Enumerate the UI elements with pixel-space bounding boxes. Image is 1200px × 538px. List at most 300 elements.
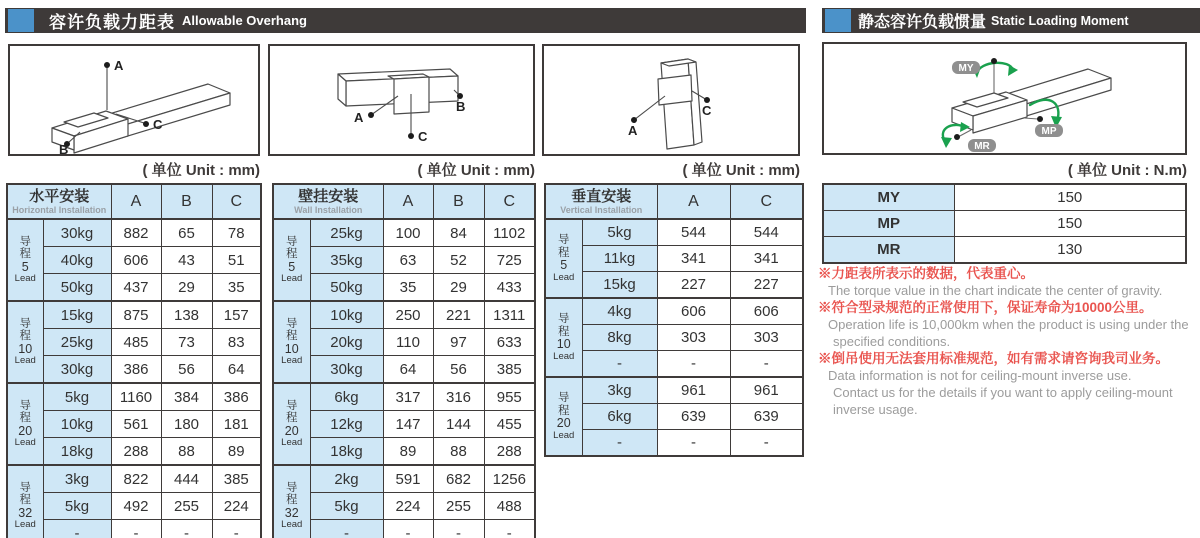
- value-cell: 386: [111, 356, 161, 384]
- lead-number: 5: [288, 259, 296, 274]
- horizontal-installation-diagram: [10, 46, 258, 154]
- value-cell: 89: [383, 438, 433, 466]
- mr-arrowhead: [941, 137, 952, 148]
- value-cell: 682: [433, 465, 484, 493]
- value-cell: 64: [383, 356, 433, 384]
- lead-number: 20: [556, 416, 571, 431]
- column-header-c: C: [484, 184, 535, 219]
- load-weight-cell: 8kg: [582, 325, 657, 351]
- value-cell: 138: [161, 301, 212, 329]
- table-row: [7, 219, 261, 247]
- table-row: [7, 356, 261, 384]
- lead-group-cell-10: [545, 298, 582, 377]
- moment-table-row: [823, 237, 1186, 264]
- lead-group-cell-32: [273, 465, 310, 538]
- unit-label-nm: ( 单位 Unit : N.m): [1067, 162, 1187, 179]
- my-rotation-arrow: [977, 63, 1013, 73]
- header-accent-square: [8, 9, 34, 32]
- value-cell: 1256: [484, 465, 535, 493]
- table-row: [273, 465, 535, 493]
- moment-label-cell: MP: [823, 211, 954, 237]
- table-row: [273, 438, 535, 466]
- mp-axis-line: [1024, 118, 1038, 119]
- value-cell: 444: [161, 465, 212, 493]
- value-cell: 1160: [111, 383, 161, 411]
- vertical-installation-diagram: [544, 46, 798, 154]
- value-cell: 455: [484, 411, 535, 438]
- mp-label: MP: [1041, 126, 1057, 137]
- lead-word-char: 导: [19, 235, 31, 248]
- load-weight-cell: 50kg: [43, 274, 111, 302]
- load-weight-cell: 11kg: [582, 246, 657, 272]
- value-cell: -: [161, 520, 212, 538]
- value-cell: 961: [657, 377, 730, 404]
- note-en-line: Operation life is 10,000km when the product is using under the: [828, 317, 1189, 332]
- value-cell: 89: [212, 438, 261, 466]
- value-cell: 385: [484, 356, 535, 384]
- moment-label-cell: MR: [823, 237, 954, 264]
- horizontal-installation-table: [6, 183, 260, 538]
- load-weight-cell: 25kg: [43, 329, 111, 356]
- table-row: [545, 377, 803, 404]
- value-cell: 955: [484, 383, 535, 411]
- moment-value-cell: 130: [954, 237, 1186, 264]
- value-cell: 875: [111, 301, 161, 329]
- value-cell: 1102: [484, 219, 535, 247]
- lead-number: 5: [560, 258, 568, 273]
- value-cell: 221: [433, 301, 484, 329]
- vertical-installation-diagram-box: [542, 44, 800, 156]
- lead-word-char: 程: [558, 325, 570, 338]
- table-row: [273, 219, 535, 247]
- lead-group-cell-32: [7, 465, 43, 538]
- value-cell: 822: [111, 465, 161, 493]
- table-row: [7, 520, 261, 538]
- value-cell: 144: [433, 411, 484, 438]
- table-row: [545, 298, 803, 325]
- value-cell: 56: [161, 356, 212, 384]
- table-row: [273, 274, 535, 302]
- value-cell: 633: [484, 329, 535, 356]
- load-weight-cell: 15kg: [582, 272, 657, 299]
- lead-number: 20: [18, 423, 33, 438]
- value-cell: 88: [433, 438, 484, 466]
- load-weight-cell: 12kg: [310, 411, 383, 438]
- value-cell: 492: [111, 493, 161, 520]
- value-cell: 51: [212, 247, 261, 274]
- lead-group-cell-5: [7, 219, 43, 301]
- value-cell: 52: [433, 247, 484, 274]
- table-row: [7, 411, 261, 438]
- point-a-label: A: [628, 123, 638, 138]
- load-weight-cell: 5kg: [310, 493, 383, 520]
- value-cell: 639: [730, 404, 803, 430]
- load-weight-cell: 3kg: [43, 465, 111, 493]
- load-weight-cell: -: [582, 351, 657, 378]
- my-label: MY: [958, 63, 974, 74]
- load-weight-cell: 30kg: [43, 356, 111, 384]
- value-cell: 224: [212, 493, 261, 520]
- lead-suffix: Lead: [14, 519, 36, 531]
- value-cell: 83: [212, 329, 261, 356]
- column-header-b: B: [161, 184, 212, 219]
- lead-suffix: Lead: [281, 273, 303, 285]
- value-cell: 227: [657, 272, 730, 299]
- value-cell: -: [657, 430, 730, 457]
- value-cell: 1311: [484, 301, 535, 329]
- table-row: [545, 246, 803, 272]
- value-cell: 78: [212, 219, 261, 247]
- note-en-line: Data information is not for ceiling-mount inverse use.: [828, 368, 1132, 383]
- table-row: [273, 520, 535, 538]
- table-row: [7, 301, 261, 329]
- value-cell: 606: [657, 298, 730, 325]
- point-a-label: A: [354, 110, 364, 125]
- load-weight-cell: -: [43, 520, 111, 538]
- value-cell: 639: [657, 404, 730, 430]
- load-weight-cell: 2kg: [310, 465, 383, 493]
- note-3: [818, 350, 1200, 418]
- lead-group-cell-10: [7, 301, 43, 383]
- table-row: [7, 438, 261, 466]
- table-row: [7, 465, 261, 493]
- note-en-line: inverse usage.: [833, 402, 918, 417]
- value-cell: 73: [161, 329, 212, 356]
- section-header-static-loading-moment: [822, 8, 1200, 33]
- table-row: [545, 325, 803, 351]
- point-c-label: C: [418, 129, 428, 144]
- lead-word-char: 程: [19, 494, 31, 507]
- note-en-line: specified conditions.: [833, 334, 951, 349]
- section-title-zh: 容许负载力距表: [49, 13, 175, 32]
- note-1: [818, 265, 1200, 299]
- value-cell: -: [730, 351, 803, 378]
- value-cell: -: [111, 520, 161, 538]
- moment-table-row: [823, 184, 1186, 211]
- point-a-dot: [368, 112, 374, 118]
- value-cell: 35: [383, 274, 433, 302]
- lead-word-char: 导: [19, 399, 31, 412]
- value-cell: 341: [730, 246, 803, 272]
- value-cell: 43: [161, 247, 212, 274]
- vertical-installation-table: [544, 183, 802, 457]
- value-cell: 433: [484, 274, 535, 302]
- point-a-dot: [104, 62, 110, 68]
- point-c-dot: [143, 121, 149, 127]
- column-header-c: C: [730, 184, 803, 219]
- load-weight-cell: 18kg: [43, 438, 111, 466]
- table-row: [545, 272, 803, 299]
- table-row: [7, 493, 261, 520]
- load-weight-cell: 10kg: [43, 411, 111, 438]
- lead-word-char: 程: [286, 412, 298, 425]
- load-weight-cell: 25kg: [310, 219, 383, 247]
- lead-word-char: 程: [286, 248, 298, 261]
- column-header-c: C: [212, 184, 261, 219]
- lead-number: 10: [556, 337, 571, 352]
- lead-suffix: Lead: [553, 271, 575, 283]
- point-c-label: C: [153, 117, 163, 132]
- value-cell: 56: [433, 356, 484, 384]
- table-row: [273, 329, 535, 356]
- load-weight-cell: 5kg: [582, 219, 657, 246]
- lead-word-char: 程: [19, 248, 31, 261]
- value-cell: 341: [657, 246, 730, 272]
- my-axis-dot: [991, 58, 997, 64]
- note-zh-line: ※符合型录规范的正常使用下，保证寿命为10000公里。: [818, 300, 1153, 315]
- table-row: [273, 493, 535, 520]
- lead-number: 32: [18, 505, 33, 520]
- lead-word-char: 导: [286, 235, 298, 248]
- point-b-label: B: [456, 99, 466, 114]
- point-a-label: A: [114, 58, 124, 73]
- value-cell: 544: [657, 219, 730, 246]
- lead-group-cell-20: [273, 383, 310, 465]
- note-2: [818, 299, 1200, 350]
- value-cell: 227: [730, 272, 803, 299]
- overhang-table-wall: [272, 183, 536, 538]
- lead-word-char: 导: [558, 313, 570, 326]
- table-title-horizontal: [7, 184, 111, 219]
- value-cell: 386: [212, 383, 261, 411]
- value-cell: 544: [730, 219, 803, 246]
- value-cell: 316: [433, 383, 484, 411]
- load-weight-cell: 40kg: [43, 247, 111, 274]
- value-cell: 35: [212, 274, 261, 302]
- lead-group-cell-5: [273, 219, 310, 301]
- value-cell: 561: [111, 411, 161, 438]
- load-weight-cell: 3kg: [582, 377, 657, 404]
- value-cell: 488: [484, 493, 535, 520]
- load-weight-cell: -: [310, 520, 383, 538]
- note-en-line: The torque value in the chart indicate the center of gravity.: [828, 283, 1163, 298]
- value-cell: 317: [383, 383, 433, 411]
- table-row: [273, 247, 535, 274]
- lead-word-char: 导: [286, 317, 298, 330]
- value-cell: 224: [383, 493, 433, 520]
- table-row: [545, 219, 803, 246]
- table-row: [273, 411, 535, 438]
- table-title-en: Wall Installation: [294, 205, 363, 215]
- lead-word-char: 程: [286, 494, 298, 507]
- lead-suffix: Lead: [14, 437, 36, 449]
- section-header-allowable-overhang: [5, 8, 806, 33]
- table-row: [545, 351, 803, 378]
- static-loading-moment-diagram-box: [822, 42, 1187, 155]
- table-title-zh: 垂直安装: [571, 188, 632, 205]
- value-cell: 29: [161, 274, 212, 302]
- table-title-en: Horizontal Installation: [12, 205, 107, 215]
- value-cell: -: [730, 430, 803, 457]
- mr-axis-line: [958, 130, 971, 137]
- column-header-b: B: [433, 184, 484, 219]
- value-cell: 84: [433, 219, 484, 247]
- lead-suffix: Lead: [553, 350, 575, 362]
- lead-suffix: Lead: [14, 355, 36, 367]
- lead-suffix: Lead: [281, 519, 303, 531]
- section-title-en: Allowable Overhang: [182, 13, 307, 28]
- value-cell: 385: [212, 465, 261, 493]
- value-cell: 961: [730, 377, 803, 404]
- lead-word-char: 导: [19, 481, 31, 494]
- header-accent-square: [825, 9, 851, 32]
- table-title-wall: [273, 184, 383, 219]
- table-title-zh: 水平安装: [29, 188, 90, 205]
- unit-label-mm-1: ( 单位 Unit : mm): [142, 162, 260, 179]
- point-b-label: B: [59, 142, 69, 154]
- load-weight-cell: 15kg: [43, 301, 111, 329]
- value-cell: 384: [161, 383, 212, 411]
- lead-group-cell-20: [545, 377, 582, 456]
- value-cell: 97: [433, 329, 484, 356]
- note-zh-line: ※力距表所表示的数据，代表重心。: [818, 266, 1034, 281]
- value-cell: 181: [212, 411, 261, 438]
- value-cell: -: [212, 520, 261, 538]
- horizontal-installation-diagram-box: [8, 44, 260, 156]
- table-row: [7, 383, 261, 411]
- table-row: [545, 430, 803, 457]
- section-title-en: Static Loading Moment: [991, 13, 1129, 28]
- value-cell: -: [433, 520, 484, 538]
- static-loading-moment-diagram: [824, 44, 1185, 153]
- load-weight-cell: 30kg: [310, 356, 383, 384]
- lead-word-char: 程: [19, 412, 31, 425]
- load-weight-cell: 6kg: [310, 383, 383, 411]
- value-cell: 288: [111, 438, 161, 466]
- value-cell: 88: [161, 438, 212, 466]
- static-loading-moment-table: [822, 183, 1185, 264]
- load-weight-cell: 10kg: [310, 301, 383, 329]
- value-cell: 180: [161, 411, 212, 438]
- lead-word-char: 程: [286, 330, 298, 343]
- load-weight-cell: 5kg: [43, 383, 111, 411]
- wall-installation-diagram: [270, 46, 533, 154]
- lead-suffix: Lead: [14, 273, 36, 285]
- notes-block: [818, 265, 1200, 418]
- note-zh-line: ※倒吊使用无法套用标准规范，如有需求请咨询我司业务。: [818, 351, 1169, 366]
- lead-number: 32: [284, 505, 299, 520]
- lead-suffix: Lead: [553, 429, 575, 441]
- lead-number: 20: [284, 423, 299, 438]
- column-header-a: A: [383, 184, 433, 219]
- value-cell: 157: [212, 301, 261, 329]
- value-cell: 485: [111, 329, 161, 356]
- value-cell: 437: [111, 274, 161, 302]
- moment-value-cell: 150: [954, 211, 1186, 237]
- table-row: [273, 356, 535, 384]
- value-cell: 63: [383, 247, 433, 274]
- load-weight-cell: 18kg: [310, 438, 383, 466]
- load-weight-cell: 35kg: [310, 247, 383, 274]
- lead-group-cell-20: [7, 383, 43, 465]
- lead-suffix: Lead: [281, 355, 303, 367]
- lead-number: 10: [284, 341, 299, 356]
- mr-axis-dot: [954, 134, 960, 140]
- unit-label-mm-3: ( 单位 Unit : mm): [682, 162, 800, 179]
- load-weight-cell: 30kg: [43, 219, 111, 247]
- value-cell: 64: [212, 356, 261, 384]
- table-row: [273, 301, 535, 329]
- value-cell: 288: [484, 438, 535, 466]
- moment-value-cell: 150: [954, 184, 1186, 211]
- point-c-label: C: [702, 103, 712, 118]
- lead-word-char: 导: [558, 234, 570, 247]
- value-cell: 882: [111, 219, 161, 247]
- column-header-a: A: [111, 184, 161, 219]
- point-a-leader-line: [634, 96, 665, 120]
- value-cell: 147: [383, 411, 433, 438]
- value-cell: 110: [383, 329, 433, 356]
- note-en-line: Contact us for the details if you want to apply ceiling-mount: [833, 385, 1173, 400]
- value-cell: 725: [484, 247, 535, 274]
- value-cell: 255: [161, 493, 212, 520]
- load-weight-cell: 50kg: [310, 274, 383, 302]
- table-title-en: Vertical Installation: [560, 205, 643, 215]
- unit-label-mm-2: ( 单位 Unit : mm): [417, 162, 535, 179]
- slider-front-face: [658, 75, 692, 105]
- value-cell: -: [657, 351, 730, 378]
- value-cell: -: [484, 520, 535, 538]
- table-row: [7, 247, 261, 274]
- point-c-dot: [408, 133, 414, 139]
- value-cell: 606: [730, 298, 803, 325]
- load-weight-cell: -: [582, 430, 657, 457]
- lead-word-char: 程: [558, 246, 570, 259]
- table-row: [7, 329, 261, 356]
- lead-word-char: 导: [286, 399, 298, 412]
- value-cell: 100: [383, 219, 433, 247]
- value-cell: 303: [657, 325, 730, 351]
- column-header-a: A: [657, 184, 730, 219]
- lead-word-char: 导: [19, 317, 31, 330]
- lead-number: 10: [18, 341, 33, 356]
- value-cell: 65: [161, 219, 212, 247]
- lead-group-cell-5: [545, 219, 582, 298]
- wall-installation-table: [272, 183, 534, 538]
- lead-number: 5: [21, 259, 29, 274]
- moment-label-cell: MY: [823, 184, 954, 211]
- moment-table-row: [823, 211, 1186, 237]
- load-weight-cell: 6kg: [582, 404, 657, 430]
- overhang-table-vertical: [544, 183, 804, 457]
- lead-word-char: 导: [286, 481, 298, 494]
- load-weight-cell: 20kg: [310, 329, 383, 356]
- my-arrowhead: [1008, 65, 1018, 76]
- value-cell: -: [383, 520, 433, 538]
- lead-word-char: 程: [19, 330, 31, 343]
- moment-table: [822, 183, 1187, 264]
- lead-word-char: 程: [558, 404, 570, 417]
- lead-group-cell-10: [273, 301, 310, 383]
- lead-suffix: Lead: [281, 437, 303, 449]
- value-cell: 29: [433, 274, 484, 302]
- value-cell: 591: [383, 465, 433, 493]
- value-cell: 606: [111, 247, 161, 274]
- mp-axis-dot: [1037, 116, 1043, 122]
- load-weight-cell: 4kg: [582, 298, 657, 325]
- value-cell: 255: [433, 493, 484, 520]
- lead-word-char: 导: [558, 392, 570, 405]
- mr-label: MR: [974, 141, 990, 152]
- table-row: [273, 383, 535, 411]
- value-cell: 303: [730, 325, 803, 351]
- section-title-zh: 静态容许负载惯量: [858, 14, 987, 31]
- table-row: [7, 274, 261, 302]
- load-weight-cell: 5kg: [43, 493, 111, 520]
- table-title-zh: 壁挂安装: [298, 188, 359, 205]
- table-title-vertical: [545, 184, 657, 219]
- wall-installation-diagram-box: [268, 44, 535, 156]
